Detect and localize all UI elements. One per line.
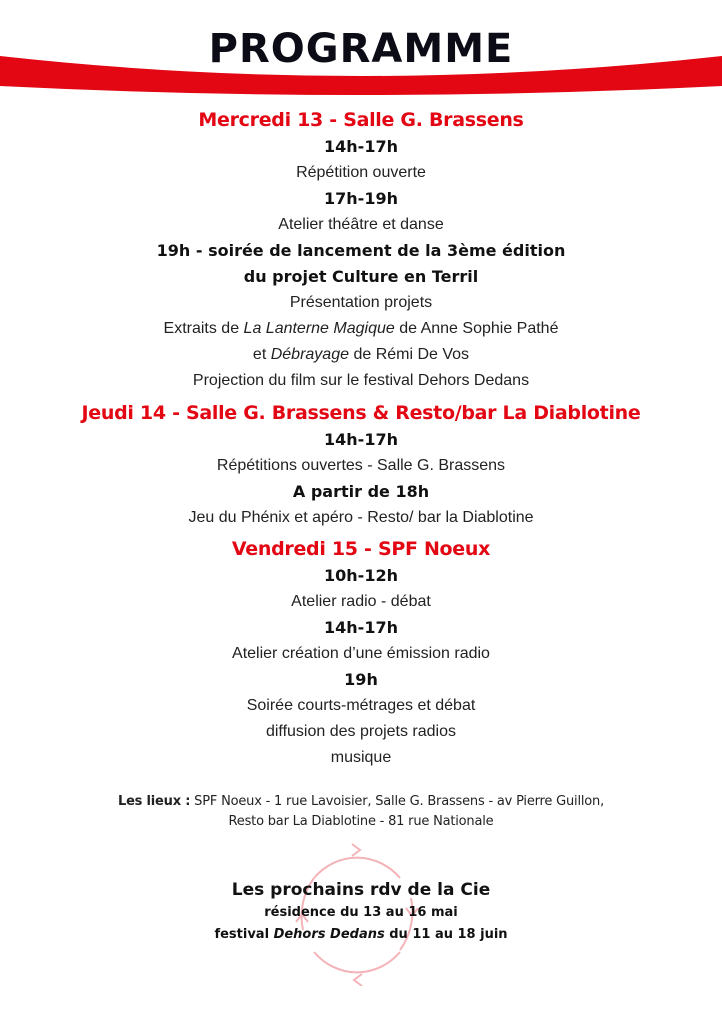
extrait-suffix: de Anne Sophie Pathé (394, 320, 559, 337)
activity-text: Atelier théâtre et danse (278, 216, 444, 233)
venues-text-2: Resto bar La Diablotine - 81 rue Nationale (228, 814, 494, 829)
time-slot: 10h-12h (324, 566, 398, 585)
venues-info (0, 792, 722, 832)
activity-text: Répétition ouverte (296, 164, 426, 181)
day-heading: Mercredi 13 - Salle G. Brassens (198, 109, 524, 131)
festival-name: Dehors Dedans (273, 927, 385, 942)
day-heading: Vendredi 15 - SPF Noeux (231, 538, 491, 560)
time-slot: 14h-17h (324, 430, 398, 449)
day-section-mercredi (0, 106, 722, 394)
festival-suffix: du 11 au 18 juin (384, 927, 508, 942)
day-section-jeudi (0, 399, 722, 531)
venues-text-1: SPF Noeux - 1 rue Lavoisier, Salle G. Brassens - av Pierre Guillon, (190, 794, 605, 809)
extrait-title-2: Débrayage (270, 346, 349, 363)
activity-text: musique (330, 749, 392, 766)
extrait-suffix-2: de Rémi De Vos (349, 346, 470, 363)
venues-label: Les lieux : (117, 794, 191, 809)
time-slot: A partir de 18h (292, 482, 430, 501)
time-slot: 17h-19h (324, 189, 398, 208)
extrait-line (0, 316, 722, 342)
venues-line-1 (0, 792, 722, 812)
extrait-prefix: Extraits de (163, 320, 244, 337)
extrait-prefix-2: et (252, 346, 271, 363)
festival-prefix: festival (214, 927, 274, 942)
next-events (0, 878, 722, 946)
activity-text: Atelier radio - débat (291, 593, 431, 610)
residence-dates: résidence du 13 au 16 mai (264, 905, 458, 920)
extrait-line-2 (0, 342, 722, 368)
activity-text: Soirée courts-métrages et débat (246, 697, 476, 714)
activity-text: Atelier création d’une émission radio (232, 645, 490, 662)
festival-dates (0, 924, 722, 946)
page-title: PROGRAMME (208, 26, 514, 72)
programme-body (0, 106, 722, 771)
time-slot: 14h-17h (324, 137, 398, 156)
extrait-title: La Lanterne Magique (243, 320, 395, 337)
time-slot: 14h-17h (324, 618, 398, 637)
next-events-title: Les prochains rdv de la Cie (231, 880, 491, 900)
activity-text: Projection du film sur le festival Dehors Dedans (192, 372, 530, 389)
time-slot-launch-2: du projet Culture en Terril (243, 267, 479, 286)
day-section-vendredi (0, 535, 722, 771)
header-banner (0, 0, 722, 100)
activity-text: Jeu du Phénix et apéro - Resto/ bar la Diablotine (188, 509, 534, 526)
day-heading: Jeudi 14 - Salle G. Brassens & Resto/bar La Diablotine (81, 402, 641, 424)
activity-text: Présentation projets (289, 294, 433, 311)
time-slot: 19h (344, 670, 378, 689)
activity-text: Répétitions ouvertes - Salle G. Brassens (216, 457, 506, 474)
time-slot-launch: 19h - soirée de lancement de la 3ème édition (156, 241, 566, 260)
activity-text: diffusion des projets radios (265, 723, 457, 740)
